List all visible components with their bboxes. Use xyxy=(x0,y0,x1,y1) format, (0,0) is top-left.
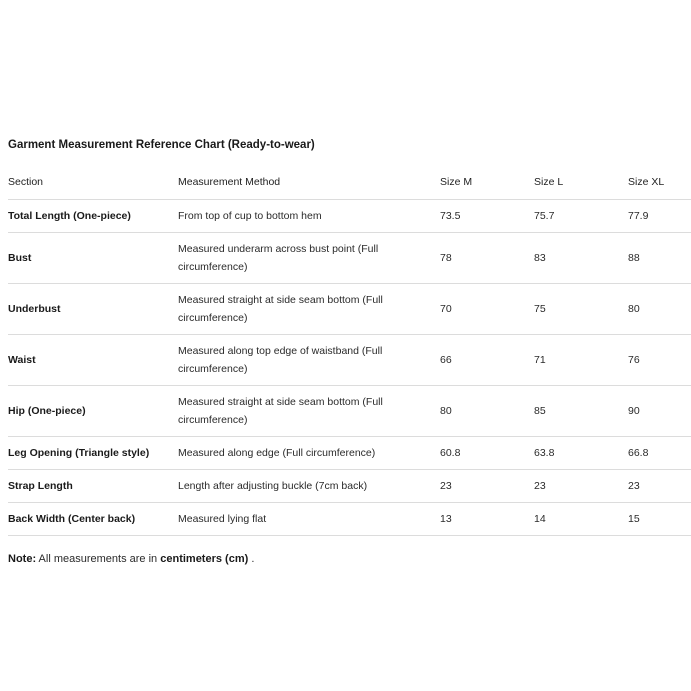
table-row xyxy=(8,386,691,437)
column-header-method: Measurement Method xyxy=(178,165,440,200)
row-section: Strap Length xyxy=(8,470,178,503)
row-size-xl: 77.9 xyxy=(628,200,691,233)
row-size-xl: 23 xyxy=(628,470,691,503)
row-size-l: 75.7 xyxy=(534,200,628,233)
row-size-xl: 80 xyxy=(628,284,691,335)
row-method: Measured lying flat xyxy=(178,503,440,536)
row-size-m: 80 xyxy=(440,386,534,437)
row-size-l: 75 xyxy=(534,284,628,335)
footnote xyxy=(8,551,691,567)
column-header-size-l: Size L xyxy=(534,165,628,200)
row-size-xl: 76 xyxy=(628,335,691,386)
row-method: Measured along edge (Full circumference) xyxy=(178,437,440,470)
note-unit: centimeters (cm) xyxy=(160,553,249,565)
table-row xyxy=(8,335,691,386)
row-section: Total Length (One-piece) xyxy=(8,200,178,233)
row-section: Underbust xyxy=(8,284,178,335)
row-size-m: 70 xyxy=(440,284,534,335)
row-size-m: 78 xyxy=(440,233,534,284)
measurement-table xyxy=(8,165,691,536)
row-section: Hip (One-piece) xyxy=(8,386,178,437)
row-method: Length after adjusting buckle (7cm back) xyxy=(178,470,440,503)
table-row xyxy=(8,284,691,335)
note-end: . xyxy=(248,553,255,565)
row-section: Back Width (Center back) xyxy=(8,503,178,536)
column-header-size-m: Size M xyxy=(440,165,534,200)
row-size-xl: 90 xyxy=(628,386,691,437)
row-method: Measured along top edge of waistband (Full circumference) xyxy=(178,335,440,386)
table-header-row xyxy=(8,165,691,200)
row-size-xl: 88 xyxy=(628,233,691,284)
row-size-m: 13 xyxy=(440,503,534,536)
note-label: Note: xyxy=(8,553,37,565)
row-section: Leg Opening (Triangle style) xyxy=(8,437,178,470)
row-size-xl: 15 xyxy=(628,503,691,536)
column-header-section: Section xyxy=(8,165,178,200)
row-size-m: 73.5 xyxy=(440,200,534,233)
row-size-l: 83 xyxy=(534,233,628,284)
row-method: Measured straight at side seam bottom (Full circumference) xyxy=(178,284,440,335)
row-method: Measured underarm across bust point (Full circumference) xyxy=(178,233,440,284)
row-section: Bust xyxy=(8,233,178,284)
row-size-l: 63.8 xyxy=(534,437,628,470)
table-row xyxy=(8,200,691,233)
chart-title: Garment Measurement Reference Chart (Ready-to-wear) xyxy=(8,139,315,151)
measurement-chart xyxy=(8,137,691,567)
row-size-m: 23 xyxy=(440,470,534,503)
table-row xyxy=(8,503,691,536)
table-row xyxy=(8,437,691,470)
row-size-m: 66 xyxy=(440,335,534,386)
row-size-l: 85 xyxy=(534,386,628,437)
row-size-l: 71 xyxy=(534,335,628,386)
table-row xyxy=(8,470,691,503)
row-size-xl: 66.8 xyxy=(628,437,691,470)
column-header-size-xl: Size XL xyxy=(628,165,691,200)
note-text: All measurements are in xyxy=(36,553,161,565)
table-row xyxy=(8,233,691,284)
row-size-m: 60.8 xyxy=(440,437,534,470)
row-size-l: 14 xyxy=(534,503,628,536)
row-section: Waist xyxy=(8,335,178,386)
row-method: From top of cup to bottom hem xyxy=(178,200,440,233)
row-method: Measured straight at side seam bottom (Full circumference) xyxy=(178,386,440,437)
row-size-l: 23 xyxy=(534,470,628,503)
